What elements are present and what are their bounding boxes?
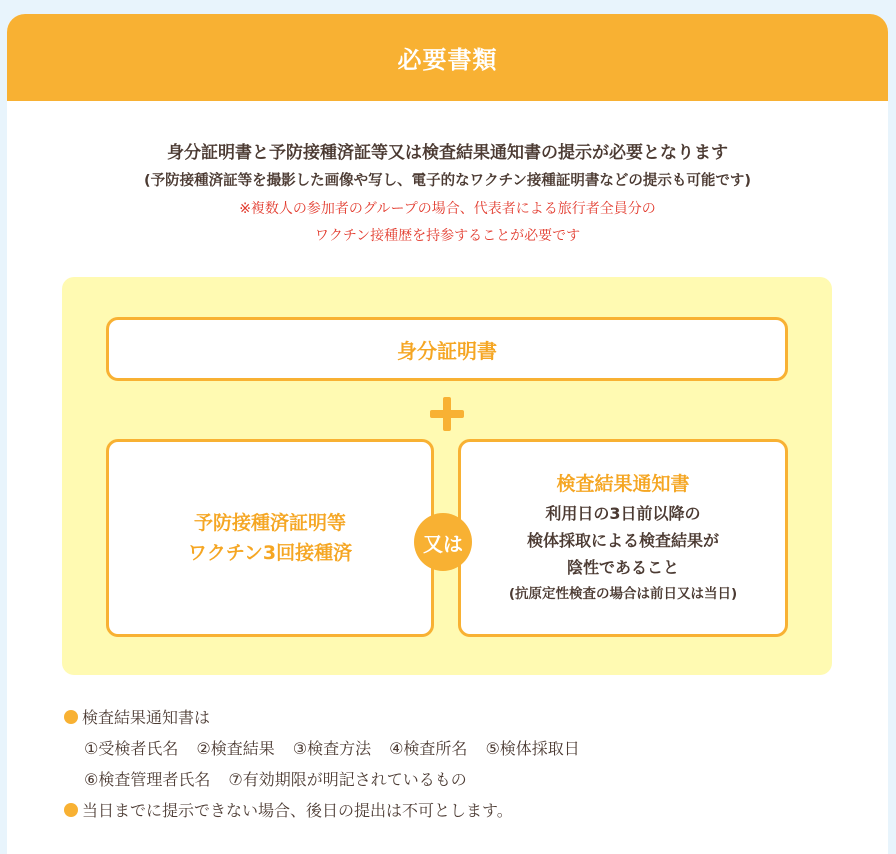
intro-note-line-2: ワクチン接種歴を持参することが必要です [314, 228, 581, 244]
note-fields-row-2 [64, 764, 864, 795]
or-badge: 又は [414, 513, 472, 571]
field-item: ⑥検査管理者氏名 [84, 770, 211, 789]
vaccine-certificate-box [106, 439, 434, 637]
vaccine-doses-label: ワクチン3回接種済 [187, 542, 353, 564]
id-card-box [106, 317, 788, 381]
note-fields-row-1 [64, 733, 864, 764]
test-result-line-3: 陰性であること [566, 557, 679, 577]
intro-main-text: 身分証明書と予防接種済証等又は検査結果通知書の提示が必要となります [167, 143, 728, 163]
note-item-2 [64, 795, 864, 826]
field-item: ②検査結果 [196, 739, 275, 758]
note-item-1-text: 検査結果通知書は [82, 708, 211, 727]
note-item-1 [64, 702, 864, 733]
field-item: ⑤検体採取日 [485, 739, 580, 758]
test-result-line-1: 利用日の3日前以降の [545, 503, 701, 523]
intro-text [7, 140, 888, 250]
requirements-panel [62, 277, 832, 675]
field-item: ⑦有効期限が明記されているもの [228, 770, 467, 789]
card-title: 必要書類 [397, 46, 498, 74]
test-result-line-2: 検体採取による検査結果が [526, 530, 719, 550]
field-item: ④検査所名 [389, 739, 468, 758]
bullet-icon [64, 710, 78, 724]
id-card-label: 身分証明書 [397, 338, 497, 363]
required-documents-card [7, 14, 888, 854]
card-header [7, 14, 888, 101]
vaccine-certificate-label: 予防接種済証明等 [193, 512, 346, 534]
note-item-2-text: 当日までに提示できない場合、後日の提出は不可とします。 [82, 801, 513, 820]
field-item: ③検査方法 [292, 739, 372, 758]
test-result-box [458, 439, 788, 637]
field-item: ①受検者氏名 [84, 739, 179, 758]
bullet-icon [64, 803, 78, 817]
intro-sub-text: (予防接種済証等を撮影した画像や写し、電子的なワクチン接種証明書などの提示も可能です) [143, 173, 752, 189]
test-result-title: 検査結果通知書 [556, 472, 690, 495]
intro-note-line-1: ※複数人の参加者のグループの場合、代表者による旅行者全員分の [239, 201, 656, 217]
test-result-note: (抗原定性検査の場合は前日又は当日) [508, 585, 738, 602]
plus-icon [430, 397, 464, 431]
notes-list [64, 702, 864, 826]
